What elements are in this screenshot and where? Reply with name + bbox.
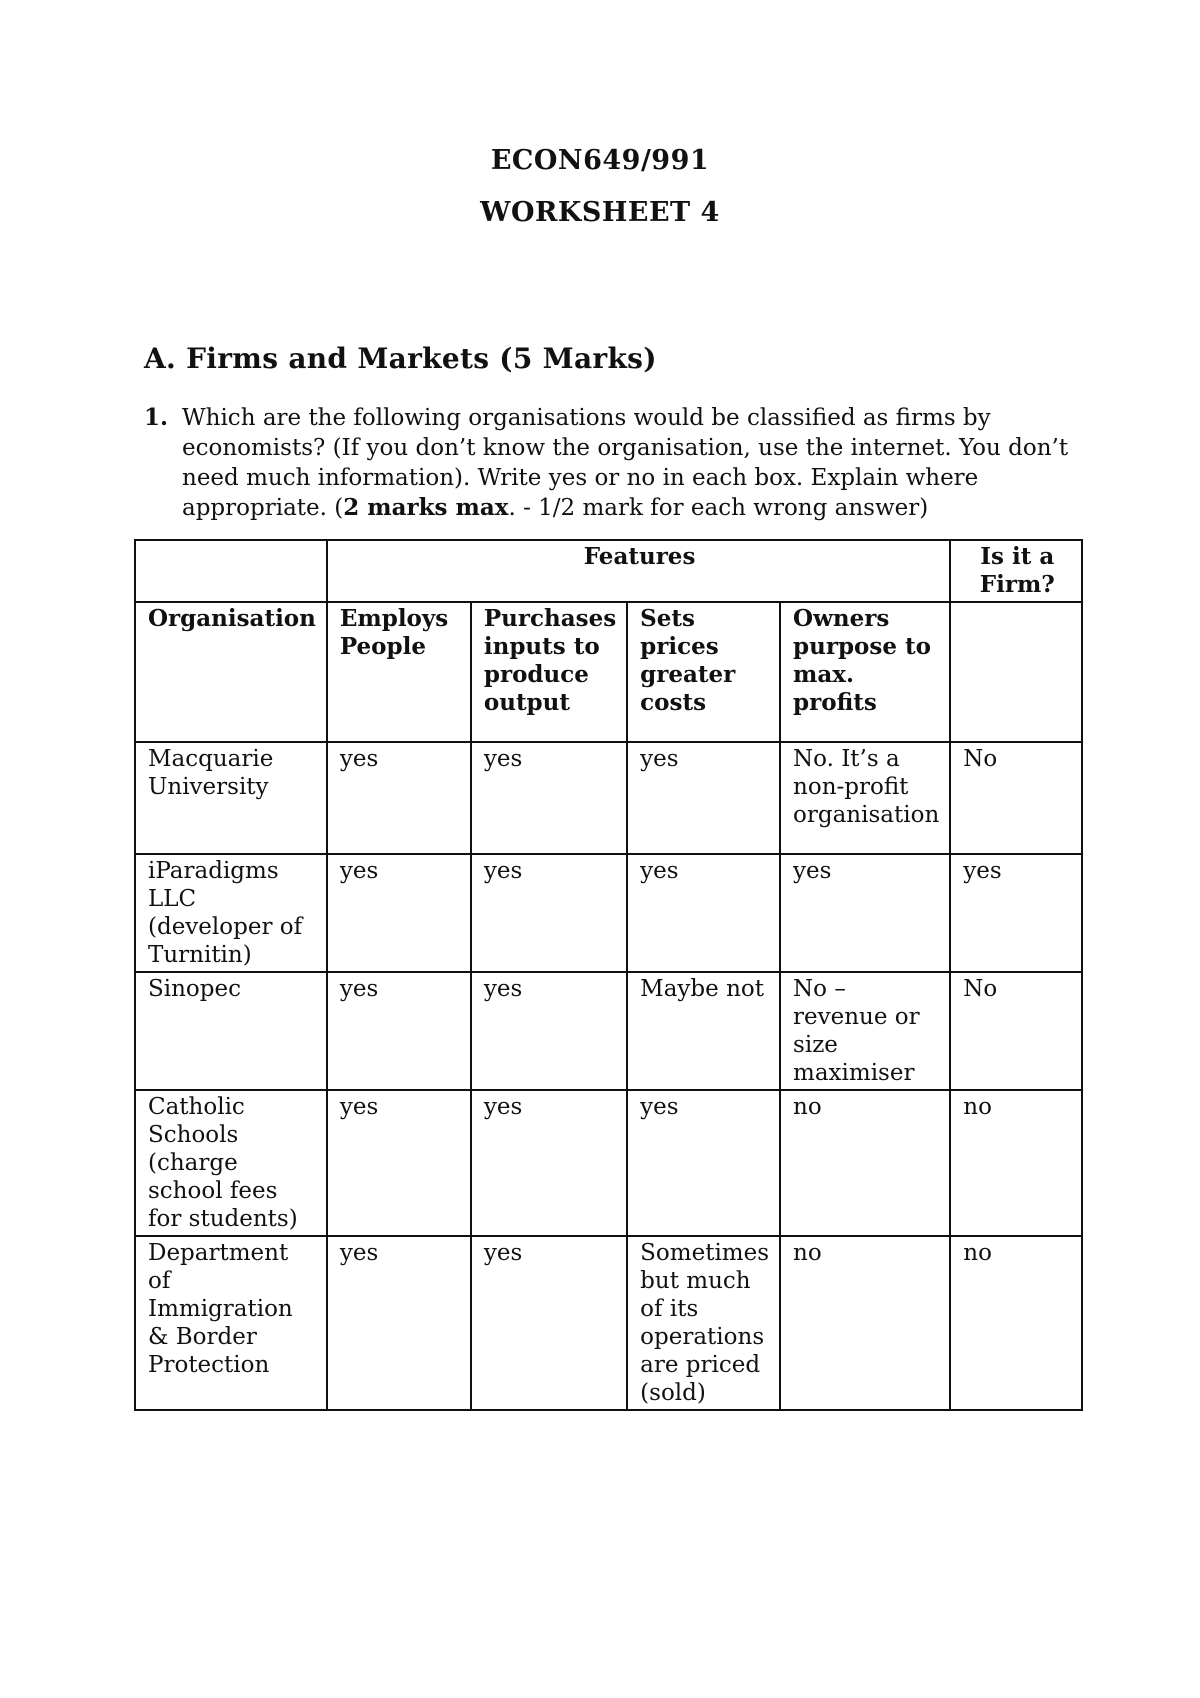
table-cell: Sometimes but much of its operations are priced (sold) bbox=[627, 1236, 780, 1410]
table-empty-cell bbox=[135, 540, 327, 602]
table-cell: No bbox=[950, 972, 1082, 1090]
question-number: 1. bbox=[144, 404, 169, 431]
column-header-empty bbox=[950, 602, 1082, 742]
table-cell: yes bbox=[627, 854, 780, 972]
question-marks-bold: 2 marks max bbox=[343, 494, 509, 521]
table-cell: yes bbox=[327, 972, 471, 1090]
question-text-part2: . - 1/2 mark for each wrong answer) bbox=[508, 495, 929, 521]
table-cell: No. It’s a non-profit organisation bbox=[780, 742, 950, 854]
table-cell: yes bbox=[327, 854, 471, 972]
column-header-owners-purpose: Owners purpose to max. profits bbox=[780, 602, 950, 742]
table-cell: yes bbox=[327, 1090, 471, 1236]
table-cell: yes bbox=[471, 1090, 627, 1236]
table-cell: Maybe not bbox=[627, 972, 780, 1090]
table-row bbox=[135, 972, 1082, 1090]
table-cell: No bbox=[950, 742, 1082, 854]
table-cell: no bbox=[780, 1090, 950, 1236]
table-cell: yes bbox=[327, 1236, 471, 1410]
is-firm-header: Is it a Firm? bbox=[950, 540, 1082, 602]
table-cell: no bbox=[780, 1236, 950, 1410]
table-cell: No – revenue or size maximiser bbox=[780, 972, 950, 1090]
table-cell: Sinopec bbox=[135, 972, 327, 1090]
worksheet-title: WORKSHEET 4 bbox=[480, 197, 720, 228]
table-cell: yes bbox=[627, 1090, 780, 1236]
table-cell: yes bbox=[471, 854, 627, 972]
table-cell: yes bbox=[627, 742, 780, 854]
table-cell: no bbox=[950, 1090, 1082, 1236]
table-column-header-row bbox=[135, 602, 1082, 742]
column-header-sets-prices: Sets prices greater costs bbox=[627, 602, 780, 742]
features-header: Features bbox=[327, 540, 950, 602]
table-cell: yes bbox=[471, 1236, 627, 1410]
table-cell: yes bbox=[950, 854, 1082, 972]
table-row bbox=[135, 854, 1082, 972]
table-cell: Macquarie University bbox=[135, 742, 327, 854]
table-cell: iParadigms LLC (developer of Turnitin) bbox=[135, 854, 327, 972]
table-cell: Department of Immigration & Border Protection bbox=[135, 1236, 327, 1410]
column-header-employs-people: Employs People bbox=[327, 602, 471, 742]
table-cell: yes bbox=[327, 742, 471, 854]
table-cell: yes bbox=[780, 854, 950, 972]
table-cell: yes bbox=[471, 742, 627, 854]
question-text bbox=[182, 403, 1074, 523]
table-cell: no bbox=[950, 1236, 1082, 1410]
course-code: ECON649/991 bbox=[490, 145, 710, 176]
section-heading: A. Firms and Markets (5 Marks) bbox=[144, 342, 657, 375]
table-row bbox=[135, 742, 1082, 854]
column-header-organisation: Organisation bbox=[135, 602, 327, 742]
table-group-header-row bbox=[135, 540, 1082, 602]
table-cell: Catholic Schools (charge school fees for students) bbox=[135, 1090, 327, 1236]
question-1 bbox=[144, 403, 1074, 523]
question-text-part1: Which are the following organisations would be classified as firms by economists? (If you don’t know the organisation, use the internet. You don’t need much information). Write yes or no in each box. Explain where appropriate. ( bbox=[182, 405, 1069, 521]
firms-table bbox=[134, 539, 1083, 1411]
table-cell: yes bbox=[471, 972, 627, 1090]
table-row bbox=[135, 1090, 1082, 1236]
column-header-purchases-inputs: Purchases inputs to produce output bbox=[471, 602, 627, 742]
table-row bbox=[135, 1236, 1082, 1410]
